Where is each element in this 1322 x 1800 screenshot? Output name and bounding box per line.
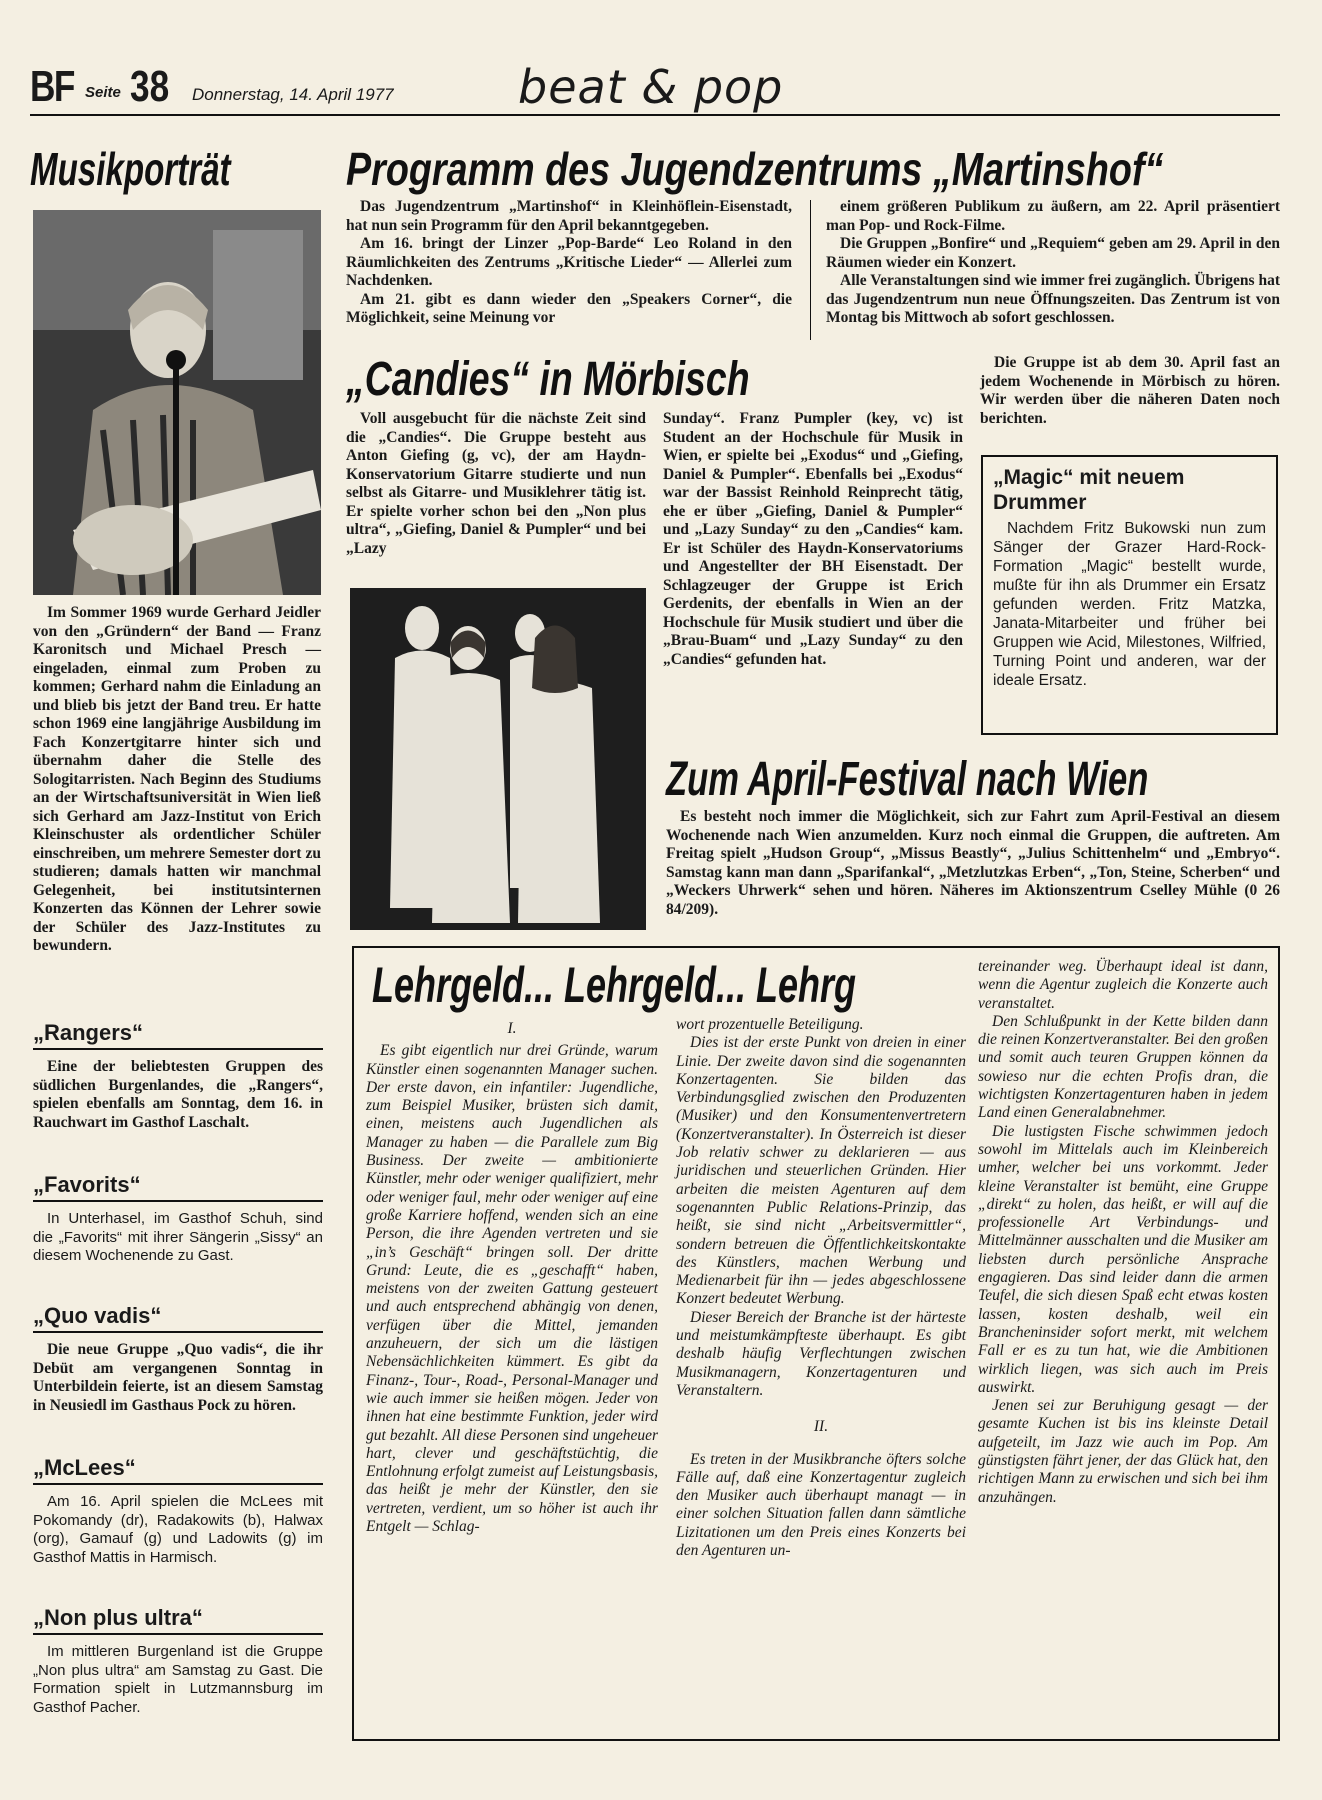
nonplusultra-text: Im mittleren Burgenland ist die Gruppe „Non plus ultra“ am Samstag zu Gast. Die Formation spielt in Lutzmannsburg im Gasthof Pacher. xyxy=(33,1643,323,1716)
nonplusultra-block xyxy=(33,1605,323,1717)
masthead xyxy=(30,62,1280,122)
magic-box xyxy=(981,455,1278,735)
rangers-text: Eine der beliebtesten Gruppen des südlichen Burgenlandes, die „Rangers“, spielen ebenfalls am Sonntag, dem 16. in Rauchwart im Gasthof Laschalt. xyxy=(33,1058,323,1131)
band-photo xyxy=(350,588,646,930)
quovadis-rule xyxy=(33,1331,323,1333)
masthead-rule xyxy=(30,114,1280,116)
rangers-heading: „Rangers“ xyxy=(33,1020,144,1045)
favorits-rule xyxy=(33,1200,323,1202)
lehrgeld-paragraph: Jenen sei zur Beruhigung gesagt — der gesamte Kuchen ist bis ins kleinste Detail aufgeteilt, im Jazz wie auch im Pop. Am günstigsten fährt jener, der das Glück hat, den richtigen Mann zu erwischen und sich bei ihm anzuhängen. xyxy=(978,1397,1268,1506)
lehrgeld-col1 xyxy=(366,1016,658,1536)
candies-photo xyxy=(350,588,646,930)
mclees-text: Am 16. April spielen die McLees mit Pokomandy (dr), Radakowits (b), Halwax (org), Gamauf (g) und Ladowits (g) im Gasthof Mattis in Harmisch. xyxy=(33,1493,323,1566)
lehrgeld-paragraph: tereinander weg. Überhaupt ideal ist dann, wenn die Agentur zugleich die Konzerte auch veranstaltet. xyxy=(978,958,1268,1012)
lehrgeld-paragraph: wort prozentuelle Beteiligung. xyxy=(676,1016,864,1033)
newspaper-logo: BF xyxy=(30,62,74,111)
martinshof-paragraph: Das Jugendzentrum „Martinshof“ in Kleinhöflein-Eisenstadt, hat nun sein Programm für den April bekanntgegeben. xyxy=(346,198,792,234)
favorits-text: In Unterhasel, im Gasthof Schuh, sind die „Favorits“ mit ihrer Sängerin „Sissy“ an diesem Wochenende zu Gast. xyxy=(33,1210,323,1264)
lehrgeld-paragraph: Es gibt eigentlich nur drei Gründe, warum Künstler einen sogenannten Manager suchen. Der erste davon, ein infantiler: Jugendliche, zum Beispiel Musiker, brüsten sich damit, einen, meistens auch Jugendlichen als Manager zu haben — die Parallele zum Big Business. Der zweite — ambitionierte Künstler, mehr oder weniger qualifiziert, mehr oder weniger faul, mehr oder weniger auf eine große Karriere hoffend, wenden sich an eine Person, die ihre Agenden vertreten und sie „in’s Geschäft“ bringen soll. Der dritte Grund: Leute, die es „geschafft“ haben, meistens von der zweiten Gattung gesteuert und auch entsprechend abhängig von denen, verfügen über die Mittel, jemanden anzuheuern, der sich um die lästigen Nebensächlichkeiten kümmert. Es gibt da Finanz-, Tour-, Road-, Personal-Manager und wie auch immer sie heißen mögen. Jeder von ihnen hat eine bestimmte Funktion, jeder wird gut bezahlt. All diese Personen sind ungeheuer hart, clever und geschäftstüchtig, die Entlohnung erfolgt zumeist auf Leistungsbasis, das heißt je mehr der Künstler, den sie vertreten, verdient, um so höher ist auch ihr Entgelt — Schlag- xyxy=(366,1042,658,1536)
lehrgeld-paragraph: Den Schlußpunkt in der Kette bilden dann die reinen Konzertveranstalter. Bei den großen und somit auch teuren Gruppen können da sowieso nur die echten Profis dran, die wichtigsten Konzertagenturen haben in jedem Land einen Generalabnehmer. xyxy=(978,1012,1268,1122)
martinshof-paragraph: Alle Veranstaltungen sind wie immer frei zugänglich. Übrigens hat das Jugendzentrum nun neue Öffnungszeiten. Das Zentrum ist von Montag bis Mittwoch ab sofort geschlossen. xyxy=(826,272,1280,326)
festival-heading: Zum April-Festival nach Wien xyxy=(666,753,1149,806)
rangers-block xyxy=(33,1020,323,1132)
martinshof-paragraph: einem größeren Publikum zu äußern, am 22. April präsentiert man Pop- und Rock-Filme. xyxy=(826,198,1280,234)
candies-col2 xyxy=(663,410,963,669)
lehrgeld-paragraph: Die lustigsten Fische schwimmen jedoch sowohl im Mittelals auch im Kleinbereich umher, welcher bei uns vorkommt. Jeder kleine Veranstalter ist bemüht, eine Gruppe „direkt“ zu holen, das heißt, er will auf die professionelle Art Verbindungs- und Mittelmänner ausschalten und die Musiker am liebsten durch persönliche Ansprache engagieren. Das sind leider dann die armen Teufel, die sich diesen Spaß echt etwas kosten lassen, kosten deshalb, weil ein Brancheninsider sofort merkt, mit welchem Fall er es zu tun hat, wie die Ambitionen wirklich liegen, was sich auch im Preis auswirkt. xyxy=(978,1122,1268,1396)
section-title: beat & pop xyxy=(518,60,784,114)
favorits-block xyxy=(33,1172,323,1266)
issue-date: Donnerstag, 14. April 1977 xyxy=(192,85,394,104)
musikportraet-heading: Musikporträt xyxy=(30,143,231,195)
musikportraet-text xyxy=(33,604,321,956)
section-number: II. xyxy=(813,1418,829,1436)
guitarist-photo xyxy=(33,210,321,595)
quovadis-heading: „Quo vadis“ xyxy=(33,1303,162,1328)
musikportraet-paragraph: Im Sommer 1969 wurde Gerhard Jeidler von den „Gründern“ der Band — Franz Karonitsch und Michael Presch — eingeladen, einmal zum Proben zu kommen; Gerhard nahm die Einladung an und blieb bis jetzt der Band treu. Er hatte schon 1969 eine langjährige Ausbildung im Fach Konzertgitarre hinter sich und übernahm daher die Stelle des Sologitarristen. Nach Beginn des Studiums an der Wirtschaftsuniversität in Wien ließ sich Gerhard am Jazz-Institut von Erich Kleinschuster als ordentlicher Schüler einschreiben, um mehrere Semester dort zu studieren; damals hatten wir manchmal Gelegenheit, bei institutsinternen Konzerten das Können der Lehrer sowie der Schüler des Jazz-Institutes zu bewundern. xyxy=(33,604,321,954)
favorits-heading: „Favorits“ xyxy=(33,1172,141,1197)
section-number: I. xyxy=(507,1020,517,1037)
magic-heading: „Magic“ mit neuem Drummer xyxy=(993,466,1185,514)
candies-paragraph: Voll ausgebucht für die nächste Zeit sind die „Candies“. Die Gruppe besteht aus Anton Giefing (g, vc), der am Haydn-Konservatorium Gitarre studierte und nun selbst als Gitarre- und Musiklehrer tätig ist. Er spielte vorher schon bei den „Non plus ultra“, „Giefing, Daniel & Pumpler“ und bei „Lazy xyxy=(346,410,646,557)
candies-paragraph: Sunday“. Franz Pumpler (key, vc) ist Student an der Hochschule für Musik in Wien, er spielte bei „Exodus“ und „Giefing, Daniel & Pumpler“. Ebenfalls bei „Exodus“ war der Bassist Reinhold Reinprecht tätig, ehe er über „Giefing, Daniel & Pumpler“ und „Lazy Sunday“ zu den „Candies“ kam. Er ist Schüler des Haydn-Konservatoriums und Angestellter der BH Eisenstadt. Der Schlagzeuger der Gruppe ist Erich Gerdenits, der ebenfalls in Wien an der Hochschule für Musik studiert und über die „Brau-Buam“ und „Lazy Sunday“ zu den „Candies“ gefunden hat. xyxy=(663,410,963,668)
candies-col3 xyxy=(980,354,1280,428)
lehrgeld-paragraph: Dies ist der erste Punkt von dreien in einer Linie. Der zweite davon sind die sogenannten Konzertagenten. Sie bilden das Verbindungsglied zwischen den Produzenten (Musiker) und den Konsumentenvertretern (Konzertveranstalter). In Österreich ist dieser Job relativ schwer zu deklarieren — aus juridischen und steuerlichen Gründen. Hier arbeiten die meisten Agenturen auf dem sogenannten Public Relations-Prinzip, das heißt, sie sind nicht „Arbeitsvermittler“, sondern betreuen die Öffentlichkeitskontakte des Künstlers, machen Werbung und Medienarbeit für ihn — jedes abgeschlossene Konzert bedeutet Werbung. xyxy=(676,1034,966,1308)
candies-heading: „Candies“ in Mörbisch xyxy=(346,353,750,406)
festival-text-block xyxy=(666,808,1280,919)
festival-text: Es besteht noch immer die Möglichkeit, sich zur Fahrt zum April-Festival an diesem Wochenende nach Wien anzumelden. Kurz noch einmal die Gruppen, die auftreten. Am Freitag spielt „Hudson Group“, „Missus Beastly“, „Julius Schittenhelm“ und „Embryo“. Samstag kann man dann „Sparifankal“, „Metzlutzkas Erben“, „Ton, Steine, Scherben“ und „Weckers Uhrwerk“ sehen und hören. Näheres im Aktionszentrum Cselley Mühle (0 26 84/209). xyxy=(666,808,1280,918)
candies-col1 xyxy=(346,410,646,558)
musikportraet-photo xyxy=(33,210,321,595)
nonplusultra-rule xyxy=(33,1633,323,1635)
mclees-rule xyxy=(33,1483,323,1485)
mclees-heading: „McLees“ xyxy=(33,1455,136,1480)
martinshof-paragraph: Am 21. gibt es dann wieder den „Speakers Corner“, die Möglichkeit, seine Meinung vor xyxy=(346,290,792,326)
martinshof-col1 xyxy=(346,198,792,328)
page-number: 38 xyxy=(130,62,170,111)
nonplusultra-heading: „Non plus ultra“ xyxy=(33,1605,203,1630)
lehrgeld-col3 xyxy=(978,958,1268,1507)
quovadis-text: Die neue Gruppe „Quo vadis“, die ihr Debüt am vergangenen Sonntag in Unterbildein feierte, ist an diesem Samstag in Neusiedl im Gasthaus Pock zu hören. xyxy=(33,1341,323,1414)
martinshof-heading: Programm des Jugendzentrums „Martinshof“ xyxy=(346,143,1164,195)
lehrgeld-heading: Lehrgeld... Lehrgeld... Lehrg xyxy=(372,957,857,1013)
martinshof-paragraph: Am 16. bringt der Linzer „Pop-Barde“ Leo Roland in den Räumlichkeiten des Zentrums „Kritische Lieder“ — Allerlei zum Nachdenken. xyxy=(346,235,792,289)
rangers-rule xyxy=(33,1048,323,1050)
lehrgeld-paragraph: Dieser Bereich der Branche ist der härteste und meistumkämpfteste überhaupt. Es gibt deshalb häufig Verflechtungen zwischen Musikmanagern, Konzertagenturen und Veranstaltern. xyxy=(676,1308,966,1399)
martinshof-col2 xyxy=(826,198,1280,328)
quovadis-block xyxy=(33,1303,323,1415)
column-divider xyxy=(810,200,811,340)
lehrgeld-paragraph: Es treten in der Musikbranche öfters solche Fälle auf, daß eine Konzertagentur zugleich den Musiker auch überhaupt managt — in einer solchen Situation fallen dann sämtliche Lizitationen um den Preis eines Konzerts bei den Agenturen un- xyxy=(676,1450,966,1560)
candies-paragraph: Die Gruppe ist ab dem 30. April fast an jedem Wochenende in Mörbisch zu hören. Wir werden über die näheren Daten noch berichten. xyxy=(980,354,1280,427)
martinshof-paragraph: Die Gruppen „Bonfire“ und „Requiem“ geben am 29. April in den Räumen wieder ein Konzert. xyxy=(826,235,1280,271)
magic-text: Nachdem Fritz Bukowski nun zum Sänger der Grazer Hard-Rock-Formation „Magic“ bestellt wurde, mußte für ihn als Drummer ein Ersatz gefunden werden. Fritz Matzka, Janata-Mitarbeiter und früher bei Gruppen wie Acid, Milestones, Wilfried, Turning Point und anderen, war der ideale Ersatz. xyxy=(993,520,1266,689)
mclees-block xyxy=(33,1455,323,1567)
page-label: Seite xyxy=(85,84,121,101)
lehrgeld-col2 xyxy=(676,1016,966,1560)
